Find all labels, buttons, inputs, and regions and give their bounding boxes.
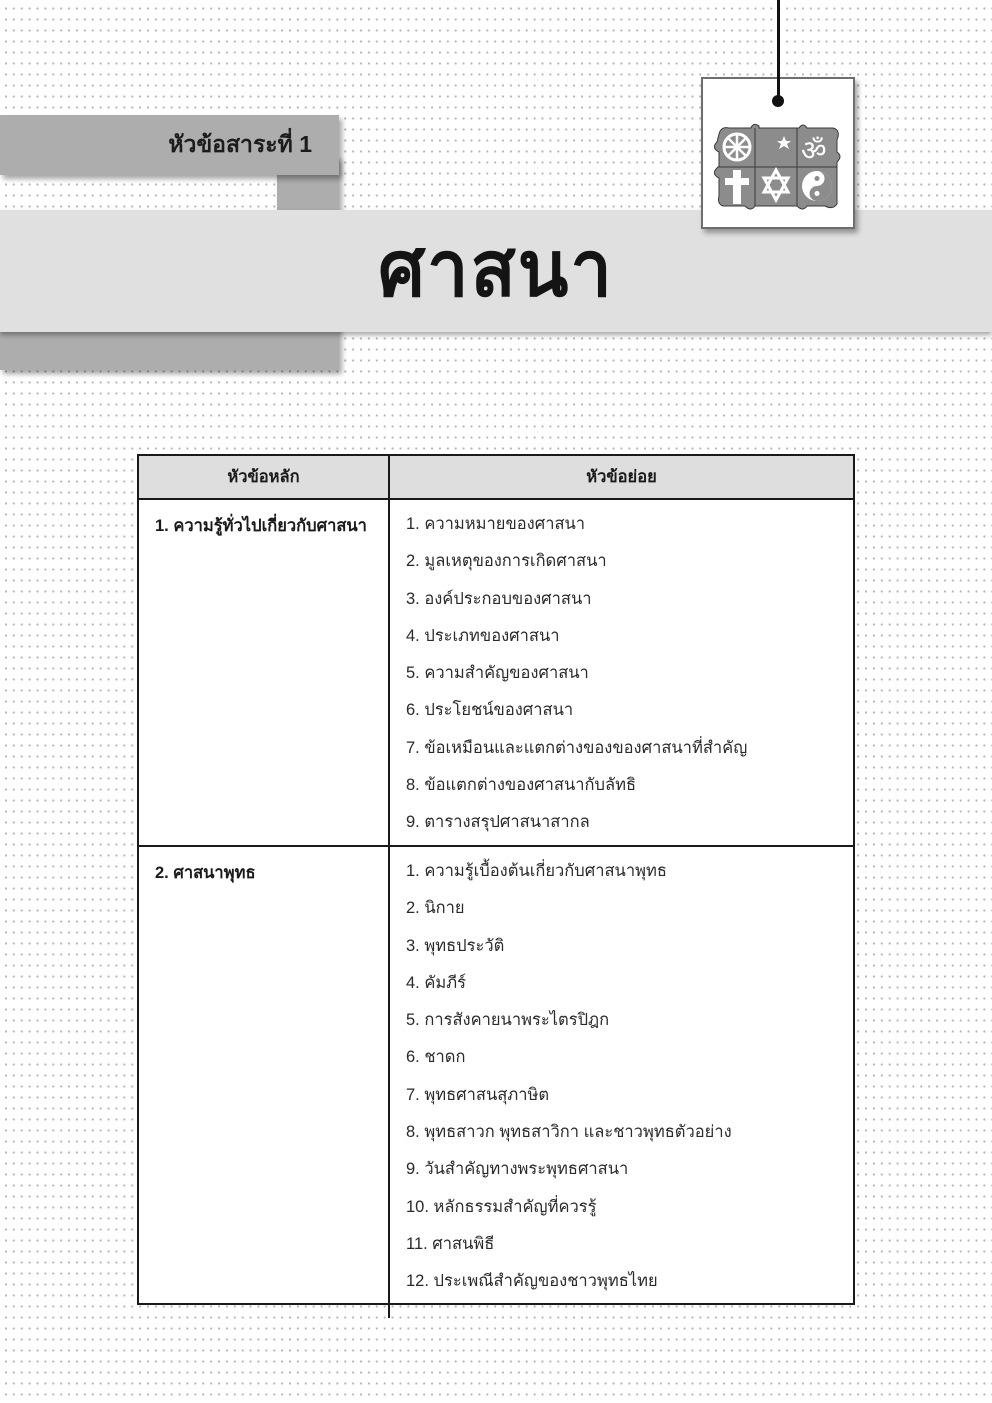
subtopic-item: 3. องค์ประกอบของศาสนา [406,589,592,608]
column-header-main-topic: หัวข้อหลัก [139,456,390,498]
subtopic-item: 11. ศาสนพิธี [406,1234,495,1253]
hanging-string [777,0,780,100]
subtopic-item: 5. การสังคายนาพระไตรปิฎก [406,1011,610,1030]
om-icon: ॐ [801,134,827,167]
subtopic-item: 9. ตารางสรุปศาสนาสากล [406,813,590,832]
subtopic-item: 6. ประโยชน์ของศาสนา [406,701,574,720]
column-header-subtopics: หัวข้อย่อย [586,468,657,486]
subtopic-item: 7. ข้อเหมือนและแตกต่างของของศาสนาที่สำคัญ [406,738,748,757]
subtopic-item: 9. วันสำคัญทางพระพุทธศาสนา [406,1160,629,1179]
table-row [139,500,853,847]
main-topic: 1. ความรู้ทั่วไปเกี่ยวกับศาสนา [139,500,390,845]
subtopic-item: 5. ความสำคัญของศาสนา [406,664,589,683]
religious-symbols-puzzle-image [711,122,843,217]
subtopic-item: 10. หลักธรรมสำคัญที่ควรรู้ [406,1197,597,1216]
yin-yang-icon [802,171,832,201]
table-header [139,456,853,500]
subtopic-item: 6. ชาดก [406,1048,466,1067]
hanging-pin-icon [772,95,784,107]
subtopic-item: 3. พุทธประวัติ [406,936,505,955]
subtopic-item: 7. พุทธศาสนสุภาษิต [406,1085,550,1104]
subtopic-item: 4. ประเภทของศาสนา [406,626,560,645]
subtopic-item: 8. พุทธสาวก พุทธสาวิกา และชาวพุทธตัวอย่าง [406,1123,732,1142]
subtopic-list [390,500,853,845]
subtopic-item: 2. นิกาย [406,899,465,918]
table-row [139,847,853,1318]
chapter-label: หัวข้อสาระที่ 1 [168,131,312,157]
subtopic-item: 4. คัมภีร์ [406,973,466,992]
subtopic-list [390,847,853,1318]
subtopic-item: 1. ความรู้เบื้องต้นเกี่ยวกับศาสนาพุทธ [406,862,667,880]
main-topic: 2. ศาสนาพุทธ [139,847,390,1318]
subtopic-item: 2. มูลเหตุของการเกิดศาสนา [406,552,607,571]
subtopic-item: 1. ความหมายของศาสนา [406,515,586,533]
subtopic-item: 12. ประเพณีสำคัญของชาวพุทธไทย [406,1272,658,1291]
topics-table [137,454,855,1305]
dharma-wheel-icon [724,134,750,160]
page-title: ศาสนา [378,223,614,315]
subtopic-item: 8. ข้อแตกต่างของศาสนากับลัทธิ [406,776,637,795]
